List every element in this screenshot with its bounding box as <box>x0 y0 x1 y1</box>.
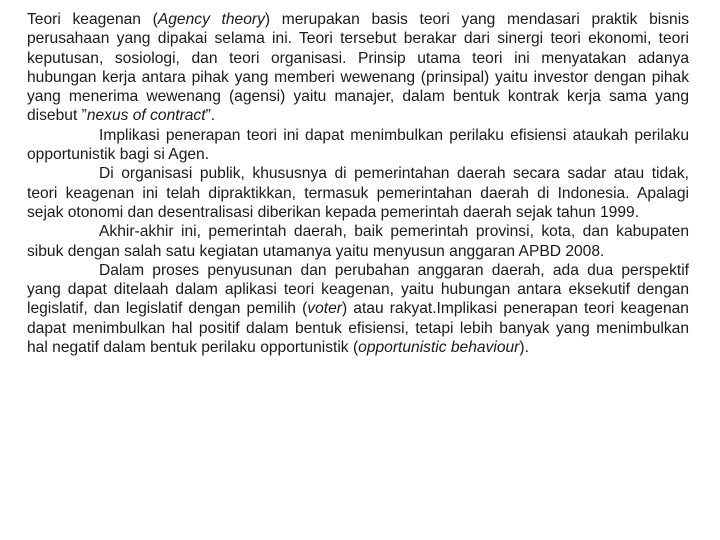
text-run: ) atau rakyat.Implikasi penerapan teori keagenan dapat menimbulkan hal positif dalam bentuk efisiensi, tetapi lebih banyak yang menimbulkan hal negatif dalam bentuk perilaku opportunistik ( <box>27 300 689 357</box>
text-run: ) merupakan basis teori yang mendasari praktik bisnis perusahaan yang dipakai selama ini. Teori tersebut berakar dari sinergi teori ekonomi, teori keputusan, sosiologi, dan teori organisasi. Prinsip utama teori ini menyatakan adanya hubungan kerja antara pihak yang memberi wewenang (prinsipal) yaitu investor dengan pihak yang menerima wewenang (agensi) yaitu manajer, dalam bentuk kontrak kerja sama yang disebut ” <box>27 11 689 125</box>
text-run: ”. <box>205 107 216 125</box>
paragraph-implication <box>27 126 689 165</box>
italic-term: opportunistic behaviour <box>358 339 520 357</box>
text-run: Di organisasi publik, khususnya di pemerintahan daerah secara sadar atau tidak, teori keagenan ini telah dipraktikkan, termasuk pemerintahan daerah di Indonesia. Apalagi sejak otonomi dan desentralisasi diberikan kepada pemerintah daerah sejak tahun 1999. <box>27 165 689 221</box>
paragraph-agency-theory <box>27 10 689 126</box>
italic-term: nexus of contract <box>86 107 206 125</box>
paragraph-local-government <box>27 222 689 261</box>
paragraph-public-organization <box>27 164 689 222</box>
text-run: ). <box>519 339 529 357</box>
text-run: Teori keagenan ( <box>27 11 158 28</box>
italic-term: Agency theory <box>157 11 265 28</box>
text-run: Akhir-akhir ini, pemerintah daerah, baik pemerintah provinsi, kota, dan kabupaten sibuk dengan salah satu kegiatan utamanya yaitu menyusun anggaran APBD 2008. <box>27 223 689 260</box>
text-run: Implikasi penerapan teori ini dapat menimbulkan perilaku efisiensi ataukah perilaku opportunistik bagi si Agen. <box>27 126 689 164</box>
paragraph-budget-perspective <box>27 261 689 357</box>
text-run: Dalam proses penyusunan dan perubahan anggaran daerah, ada dua perspektif yang dapat ditelaah dalam aplikasi teori keagenan, yaitu hubungan antara eksekutif dengan legislatif, dan legislatif dengan pemilih ( <box>27 261 689 318</box>
body-text <box>27 10 689 357</box>
italic-term: voter <box>307 300 342 318</box>
